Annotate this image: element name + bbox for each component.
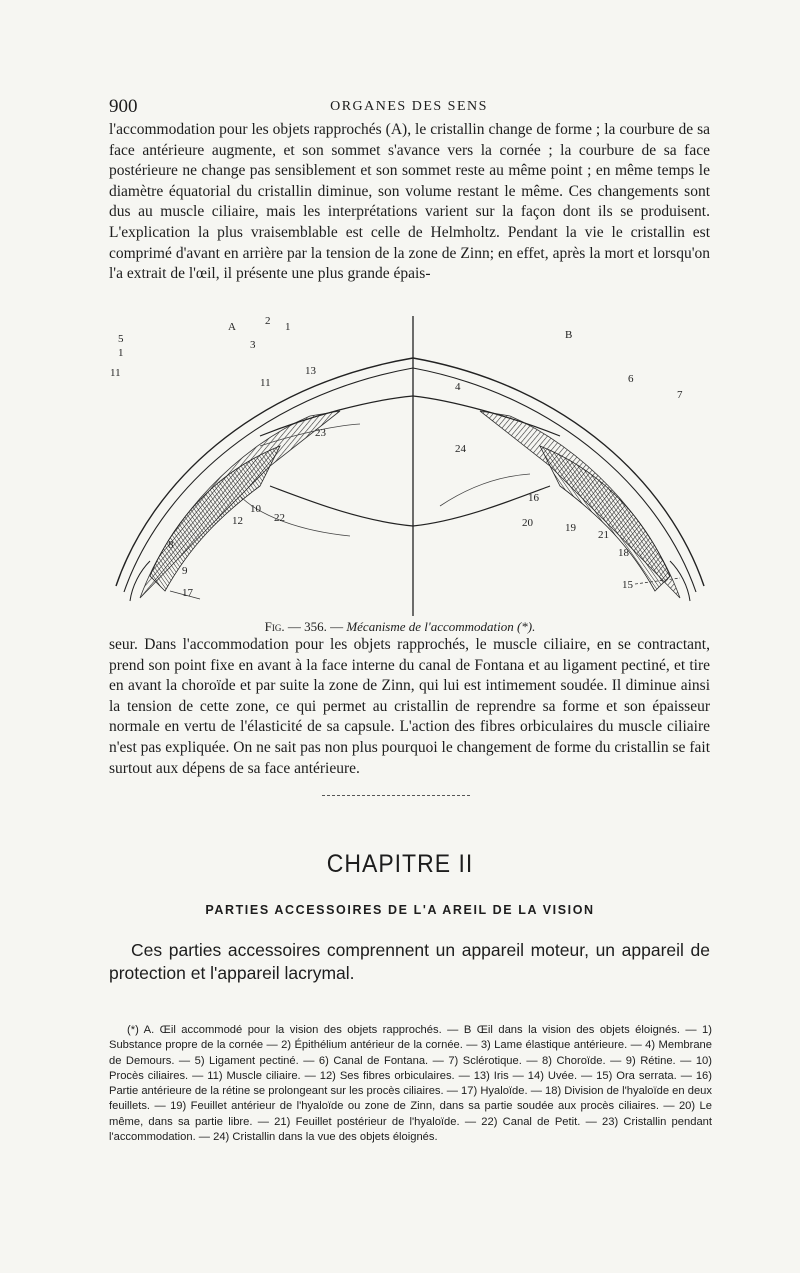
figure-caption-label: Fig. — 356. — xyxy=(264,619,344,634)
running-title: ORGANES DES SENS xyxy=(330,99,488,114)
section-heading: PARTIES ACCESSOIRES DE L'A AREIL DE LA VISION xyxy=(205,903,595,917)
fig-num-r5: 16 xyxy=(528,492,539,504)
fig-num-l3: 1 xyxy=(285,321,291,333)
figure-caption-title: Mécanisme de l'accommodation (*). xyxy=(346,619,536,634)
fig-num-l9: 12 xyxy=(232,515,243,527)
figure-accommodation-diagram xyxy=(110,316,710,631)
fig-num-r0: 4 xyxy=(455,381,461,393)
fig-num-l12: 8 xyxy=(168,539,174,551)
fig-num-r9: 15 xyxy=(622,579,633,591)
fig-num-l4: 3 xyxy=(250,339,256,351)
figure-footnote: (*) A. Œil accommodé pour la vision des objets rapprochés. — B Œil dans la vision des objets éloignés. — 1) Substance propre de la cornée — 2) Épithélium antérieur de la cornée. — 3) Lame élastique antérieure. — 4) Membrane de Demours. — 5) Ligament pectiné. — 6) Canal de Fontana. — 7) Sclérotique. — 8) Choroïde. — 9) Rétine. — 10) Procès ciliaires. — 11) Muscle ciliaire. — 12) Ses fibres orbiculaires. — 13) Iris — 14) Uvée. — 15) Ora serrata. — 16) Partie antérieure de la rétine se prolongeant sur les procès ciliaires. — 17) Hyaloïde. — 18) Division de l'hyaloïde en deux feuillets. — 19) Feuillet antérieur de l'hyaloïde ou zone de Zinn, dans sa partie soudée aux procès ciliaires. — 20) Le même, dans sa partie libre. — 21) Feuillet postérieur de l'hyaloïde. — 22) Canal de Petit. — 23) Cristallin pendant l'accommodation. — 24) Cristallin dans la vue des objets éloignés. xyxy=(109,1024,712,1144)
fig-num-r4: 20 xyxy=(522,517,533,529)
fig-num-l0: 5 xyxy=(118,333,124,345)
fig-num-l8: 23 xyxy=(315,427,326,439)
panel-a-near-vision xyxy=(116,358,413,601)
fig-num-r6: 19 xyxy=(565,522,576,534)
fig-num-l6: 11 xyxy=(110,367,121,379)
section-divider xyxy=(322,795,470,796)
eye-section-illustration xyxy=(110,316,710,616)
paragraph-accommodation-mechanism: seur. Dans l'accommodation pour les objets rapprochés, le muscle ciliaire, en se contractant, prend son point fixe en avant à la face interne du canal de Fontana et au ligament pectiné, et tire en avant la choroïde et par suite la zone de Zinn, qui lui est intimement soudée. Il diminue ainsi la tension de cette zone, ce qui permet au cristallin de reprendre sa forme et son épaisseur normale en vertu de l'élasticité de sa capsule. L'action des fibres orbiculaires du muscle ciliaire n'est pas expliquée. On ne sait pas non plus pourquoi le changement de forme du cristallin se fait surtout aux dépens de sa face antérieure. xyxy=(109,636,710,777)
chapter-heading: CHAPITRE II xyxy=(326,848,474,878)
fig-num-l5: 13 xyxy=(305,365,316,377)
fig-num-l7: 11 xyxy=(260,377,271,389)
fig-num-r7: 21 xyxy=(598,529,609,541)
label-a: A xyxy=(228,321,236,333)
figure-caption xyxy=(0,619,800,635)
page-header xyxy=(109,96,709,120)
fig-num-l2: 2 xyxy=(265,316,271,327)
label-b: B xyxy=(565,329,573,341)
fig-num-r8: 18 xyxy=(618,547,629,559)
fig-num-r2: 7 xyxy=(677,389,683,401)
page-number: 900 xyxy=(109,96,138,117)
fig-num-r1: 6 xyxy=(628,373,634,385)
fig-num-l11: 22 xyxy=(274,512,285,524)
paragraph-accommodation-intro: l'accommodation pour les objets rapprochés (A), le cristallin change de forme ; la courbure de sa face antérieure augmente, et son sommet s'avance vers la cornée ; la courbure de sa face postérieure ne change pas sensiblement et son sommet reste au même point ; en même temps le diamètre équatorial du cristallin diminue, son volume restant le même. Ces changements sont dus au muscle ciliaire, mais les interprétations varient sur la façon dont ils se produisent. L'explication la plus vraisemblable est celle de Helmholtz. Pendant la vie le cristallin est comprimé d'avant en arrière par la tension de la zone de Zinn; en effet, après la mort et lorsqu'on l'a extrait de l'œil, il présente une plus grande épais- xyxy=(109,121,710,283)
fig-num-l1: 1 xyxy=(118,347,124,359)
fig-num-l10: 10 xyxy=(250,503,261,515)
panel-b-far-vision xyxy=(413,358,704,601)
fig-num-r3: 24 xyxy=(455,443,466,455)
paragraph-accessory-parts: Ces parties accessoires comprennent un appareil moteur, un appareil de protection et l'appareil lacrymal. xyxy=(109,940,710,983)
fig-num-l13: 9 xyxy=(182,565,188,577)
fig-num-l14: 17 xyxy=(182,587,193,599)
